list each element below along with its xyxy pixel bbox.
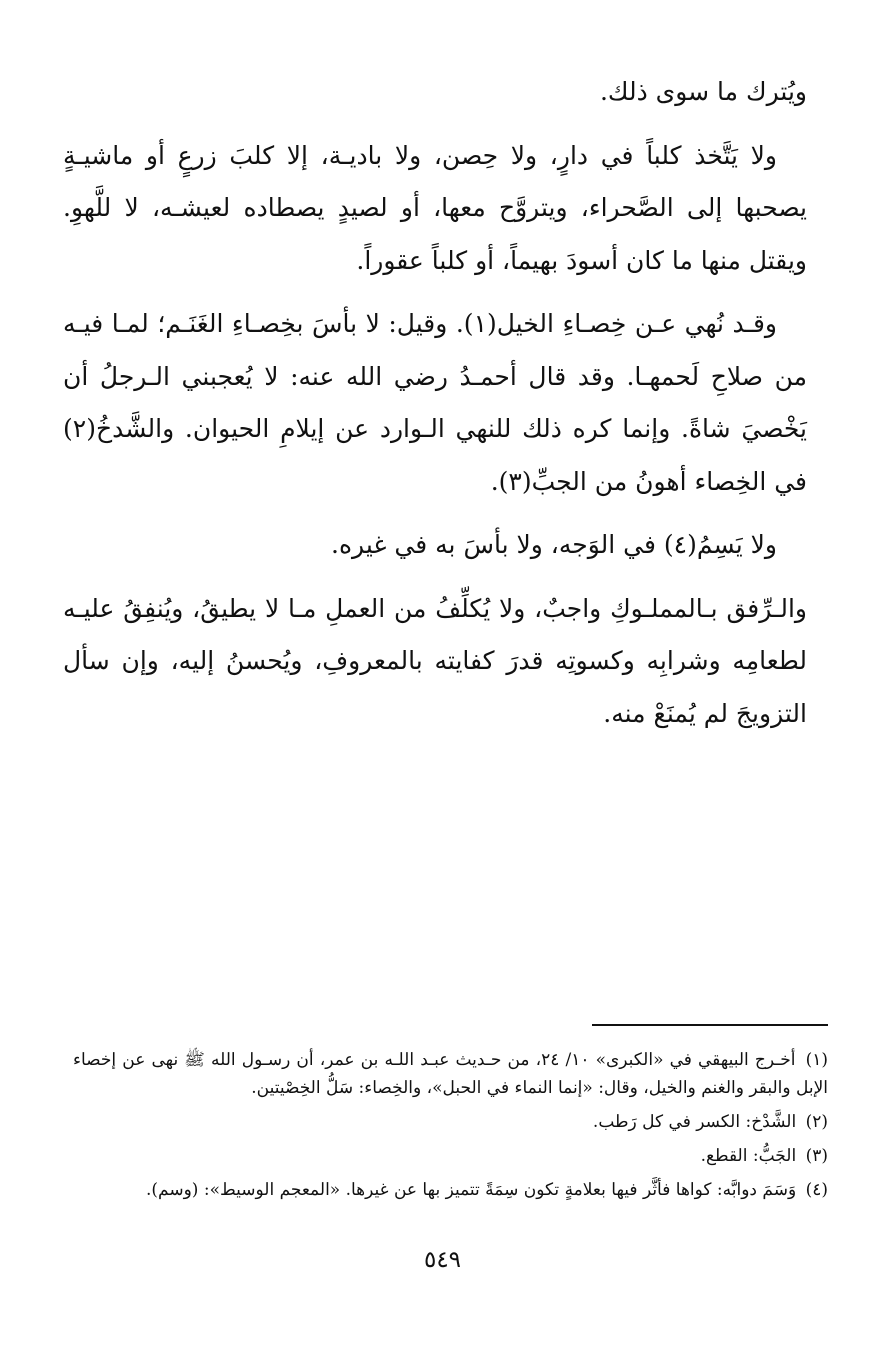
paragraph-4: ولا يَسِمُ(٤) في الوَجه، ولا بأسَ به في غيره. [331,530,777,559]
footnote-1 [73,1046,828,1102]
footnote-text: الشَّدْخ: الكسر في كل رَطب. [592,1112,797,1132]
footnote-text: وَسَمَ دوابَّه: كواها فأثَّر فيها بعلامةٍ تكون سِمَةً تتميز بها عن غيرها. «المعجم الوسيط»: (وسم). [146,1180,797,1200]
footnote-number: (٢) [805,1112,828,1132]
paragraph-3: وقـد نُهي عـن خِصـاءِ الخيل(١). وقيل: لا بأسَ بخِصـاءِ الغَنَـم؛ لمـا فيـه من صلاحِ لَحمهـا. وقد قال أحمـدُ رضي الله عنه: لا يُعجبني الـرجلُ أن يَخْصيَ شاةً. وإنما كره ذلك للنهي الـوارد عن إيلامِ الحيوان. والشَّدخُ(٢) في الخِصاء أهونُ من الجبِّ(٣). [63,309,807,496]
footnote-4 [73,1176,828,1204]
main-text-body [63,66,807,751]
page-number: ٥٤٩ [423,1247,462,1273]
footnote-2 [73,1108,828,1136]
footnote-3 [73,1142,828,1170]
footnote-separator [592,1024,828,1026]
footnote-number: (٤) [805,1180,828,1200]
footnote-text: أخـرج البيهقي في «الكبرى» ١٠/ ٢٤، من حـديث عبـد اللـه بن عمر، أن رسـول الله ﷺ نهى عن إخصاء الإبل والبقر والغنم والخيل، وقال: «إنما النماء في الحبل»، والخِصاء: سَلُّ الخِصْيتين. [73,1050,828,1098]
footnote-text: الجَبُّ: القطع. [700,1146,797,1166]
paragraph-5: والـرِّفق بـالمملـوكِ واجبٌ، ولا يُكلِّفُ من العملِ مـا لا يطيقُ، ويُنفِقُ عليـه لطعامِه وشرابِه وكسوتِه قدرَ كفايته بالمعروفِ، ويُحسنُ إليه، وإن سأل التزويجَ لم يُمنَعْ منه. [63,593,807,728]
footnotes-section [73,1046,828,1210]
paragraph-1: ويُترك ما سوى ذلك. [599,77,807,106]
footnote-number: (١) [805,1050,829,1070]
paragraph-2: ولا يَتَّخذ كلباً في دارٍ، ولا حِصن، ولا باديـة، إلا كلبَ زرعٍ أو ماشيـةٍ يصحبها إلى الصَّحراء، ويتروَّح معها، أو لصيدٍ يصطاده لعيشـه، لا للَّهوِ. ويقتل منها ما كان أسودَ بهيماً، أو كلباً عقوراً. [63,140,807,275]
footnote-number: (٣) [805,1146,828,1166]
